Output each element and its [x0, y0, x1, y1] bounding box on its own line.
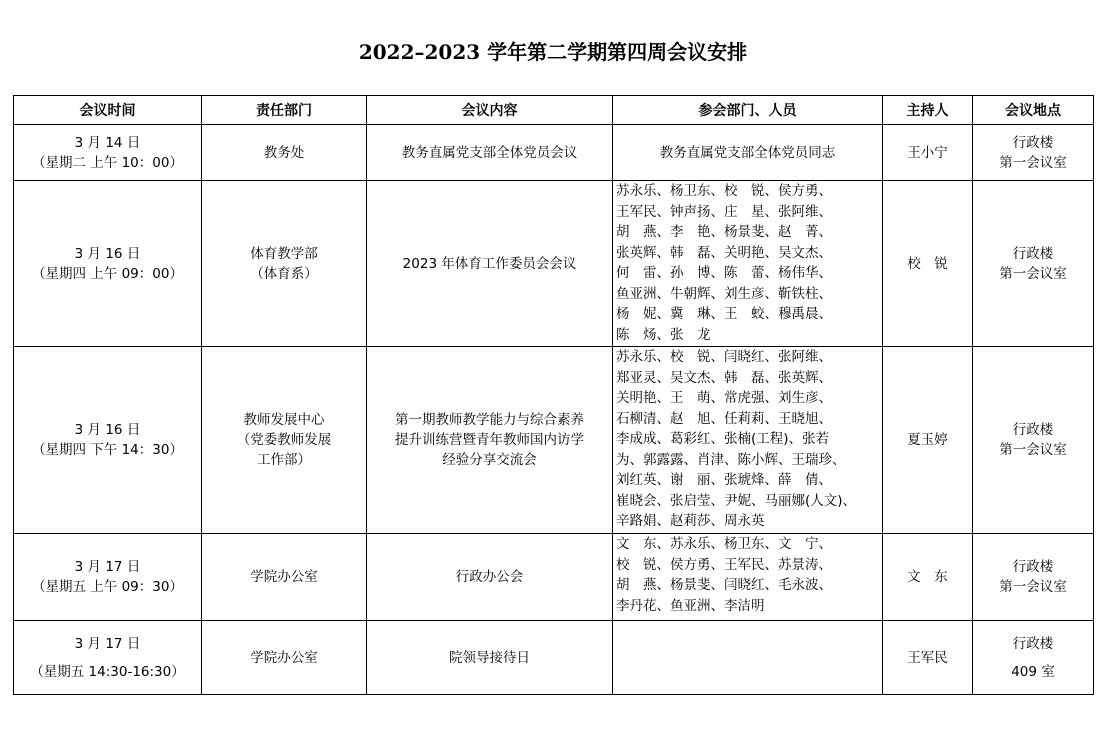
date-text: 3 月 14 日	[74, 134, 141, 151]
time-text: （星期二 上午 10：00）	[32, 154, 183, 171]
dept-cell	[202, 125, 367, 181]
dept-cell	[202, 534, 367, 621]
location-cell	[973, 534, 1094, 621]
dept-text: 体育教学部	[250, 245, 318, 262]
dept-text: （体育系）	[250, 265, 318, 282]
participants-cell	[613, 181, 883, 347]
participants-line: 王军民、钟声扬、庄 星、张阿维、	[616, 203, 832, 220]
content-cell	[367, 347, 613, 534]
content-cell	[367, 534, 613, 621]
participants-cell	[613, 621, 883, 695]
participants-cell	[613, 125, 883, 181]
content-cell	[367, 125, 613, 181]
host-cell: 王小宁	[883, 125, 973, 181]
location-cell	[973, 347, 1094, 534]
location-building: 行政楼	[1012, 245, 1054, 262]
content-text: 2023 年体育工作委员会会议	[402, 255, 577, 272]
location-building: 行政楼	[1012, 422, 1054, 438]
participants-line: 杨 妮、冀 琳、王 蛟、穆禹晨、	[616, 306, 832, 322]
table-row	[14, 181, 1094, 347]
date-text: 3 月 16 日	[74, 422, 141, 438]
time-text: （星期五 14:30-16:30）	[30, 663, 185, 680]
content-text: 教务直属党支部全体党员会议	[401, 144, 578, 161]
participants-line: 文 东、苏永乐、杨卫东、文 宁、	[616, 536, 832, 552]
participants-line: 苏永乐、校 锐、闫晓红、张阿维、	[616, 349, 832, 365]
meeting-schedule-table	[13, 95, 1094, 695]
participants-line: 苏永乐、杨卫东、校 锐、侯方勇、	[616, 183, 832, 199]
location-room: 第一会议室	[999, 265, 1067, 282]
content-text: 经验分享交流会	[442, 452, 537, 468]
dept-text: 教务处	[263, 144, 305, 161]
participants-text: 教务直属党支部全体党员同志	[659, 144, 836, 161]
table-row	[14, 534, 1094, 621]
date-text: 3 月 16 日	[74, 245, 141, 262]
participants-line: 辛路娟、赵莉莎、周永英	[616, 513, 765, 529]
time-text: （星期五 上午 09：30）	[32, 579, 183, 595]
dept-text: 学院办公室	[250, 569, 318, 585]
participants-line: 关明艳、王 萌、常虎强、刘生彦、	[616, 390, 832, 406]
table-row	[14, 125, 1094, 181]
time-text: （星期四 上午 09：00）	[32, 265, 183, 282]
participants-line: 胡 燕、杨景斐、闫晓红、毛永波、	[616, 577, 832, 593]
meeting-time-cell	[14, 125, 202, 181]
location-cell	[973, 181, 1094, 347]
content-text: 提升训练营暨青年教师国内访学	[395, 432, 584, 448]
content-cell	[367, 181, 613, 347]
time-text: （星期四 下午 14：30）	[32, 442, 183, 458]
participants-line: 陈 炀、张 龙	[616, 326, 711, 343]
content-cell	[367, 621, 613, 695]
header-participants: 参会部门、人员	[613, 96, 883, 125]
content-text: 第一期教师教学能力与综合素养	[395, 412, 584, 428]
location-cell	[973, 621, 1094, 695]
location-room: 第一会议室	[999, 154, 1067, 171]
participants-line: 鱼亚洲、牛朝辉、刘生彦、靳铁柱、	[616, 285, 832, 302]
location-cell	[973, 125, 1094, 181]
participants-line: 郑亚灵、吴文杰、韩 磊、张英辉、	[616, 369, 832, 386]
dept-text: 学院办公室	[250, 649, 318, 666]
participants-line: 李成成、葛彩红、张楠(工程)、张若	[616, 431, 830, 447]
table-header-row	[14, 96, 1094, 125]
table-row	[14, 621, 1094, 695]
participants-line: 为、郭露露、肖津、陈小辉、王瑞珍、	[616, 451, 846, 468]
location-room: 第一会议室	[999, 442, 1067, 458]
host-cell: 文 东	[883, 534, 973, 621]
meeting-time-cell	[14, 181, 202, 347]
date-text: 3 月 17 日	[74, 559, 141, 575]
meeting-time-cell	[14, 347, 202, 534]
meeting-time-cell	[14, 621, 202, 695]
host-cell: 校 锐	[883, 181, 973, 347]
table-row	[14, 347, 1094, 534]
dept-cell	[202, 181, 367, 347]
header-meeting-content: 会议内容	[367, 96, 613, 125]
meeting-time-cell	[14, 534, 202, 621]
location-building: 行政楼	[1012, 635, 1054, 652]
header-responsible-dept: 责任部门	[202, 96, 367, 125]
participants-line: 何 雷、孙 博、陈 蕾、杨伟华、	[616, 265, 832, 281]
participants-line: 崔晓会、张启莹、尹妮、马丽娜(人文)、	[616, 492, 857, 509]
participants-cell	[613, 534, 883, 621]
header-location: 会议地点	[973, 96, 1094, 125]
participants-line: 李丹花、鱼亚洲、李洁明	[616, 597, 765, 614]
participants-cell	[613, 347, 883, 534]
location-room: 409 室	[1011, 663, 1055, 680]
document-title: 2022–2023 学年第二学期第四周会议安排	[358, 40, 748, 64]
participants-line: 校 锐、侯方勇、王军民、苏景涛、	[616, 556, 832, 573]
dept-cell	[202, 621, 367, 695]
participants-line: 张英辉、韩 磊、关明艳、吴文杰、	[616, 244, 832, 261]
date-text: 3 月 17 日	[74, 635, 141, 652]
header-meeting-time: 会议时间	[14, 96, 202, 125]
participants-line: 刘红英、谢 丽、张琥烽、薛 倩、	[616, 472, 832, 488]
location-building: 行政楼	[1012, 134, 1054, 151]
content-text: 行政办公会	[455, 569, 524, 585]
host-cell: 王军民	[883, 621, 973, 695]
content-text: 院领导接待日	[449, 649, 530, 666]
dept-cell	[202, 347, 367, 534]
header-host: 主持人	[883, 96, 973, 125]
location-room: 第一会议室	[999, 579, 1067, 595]
participants-line: 胡 燕、李 艳、杨景斐、赵 菁、	[616, 224, 832, 240]
dept-text: 教师发展中心	[243, 412, 325, 428]
participants-line: 石柳清、赵 旭、任莉莉、王晓旭、	[616, 410, 832, 427]
dept-text: 工作部）	[257, 452, 311, 468]
location-building: 行政楼	[1012, 559, 1054, 575]
host-cell: 夏玉婷	[883, 347, 973, 534]
dept-text: （党委教师发展	[236, 432, 332, 448]
